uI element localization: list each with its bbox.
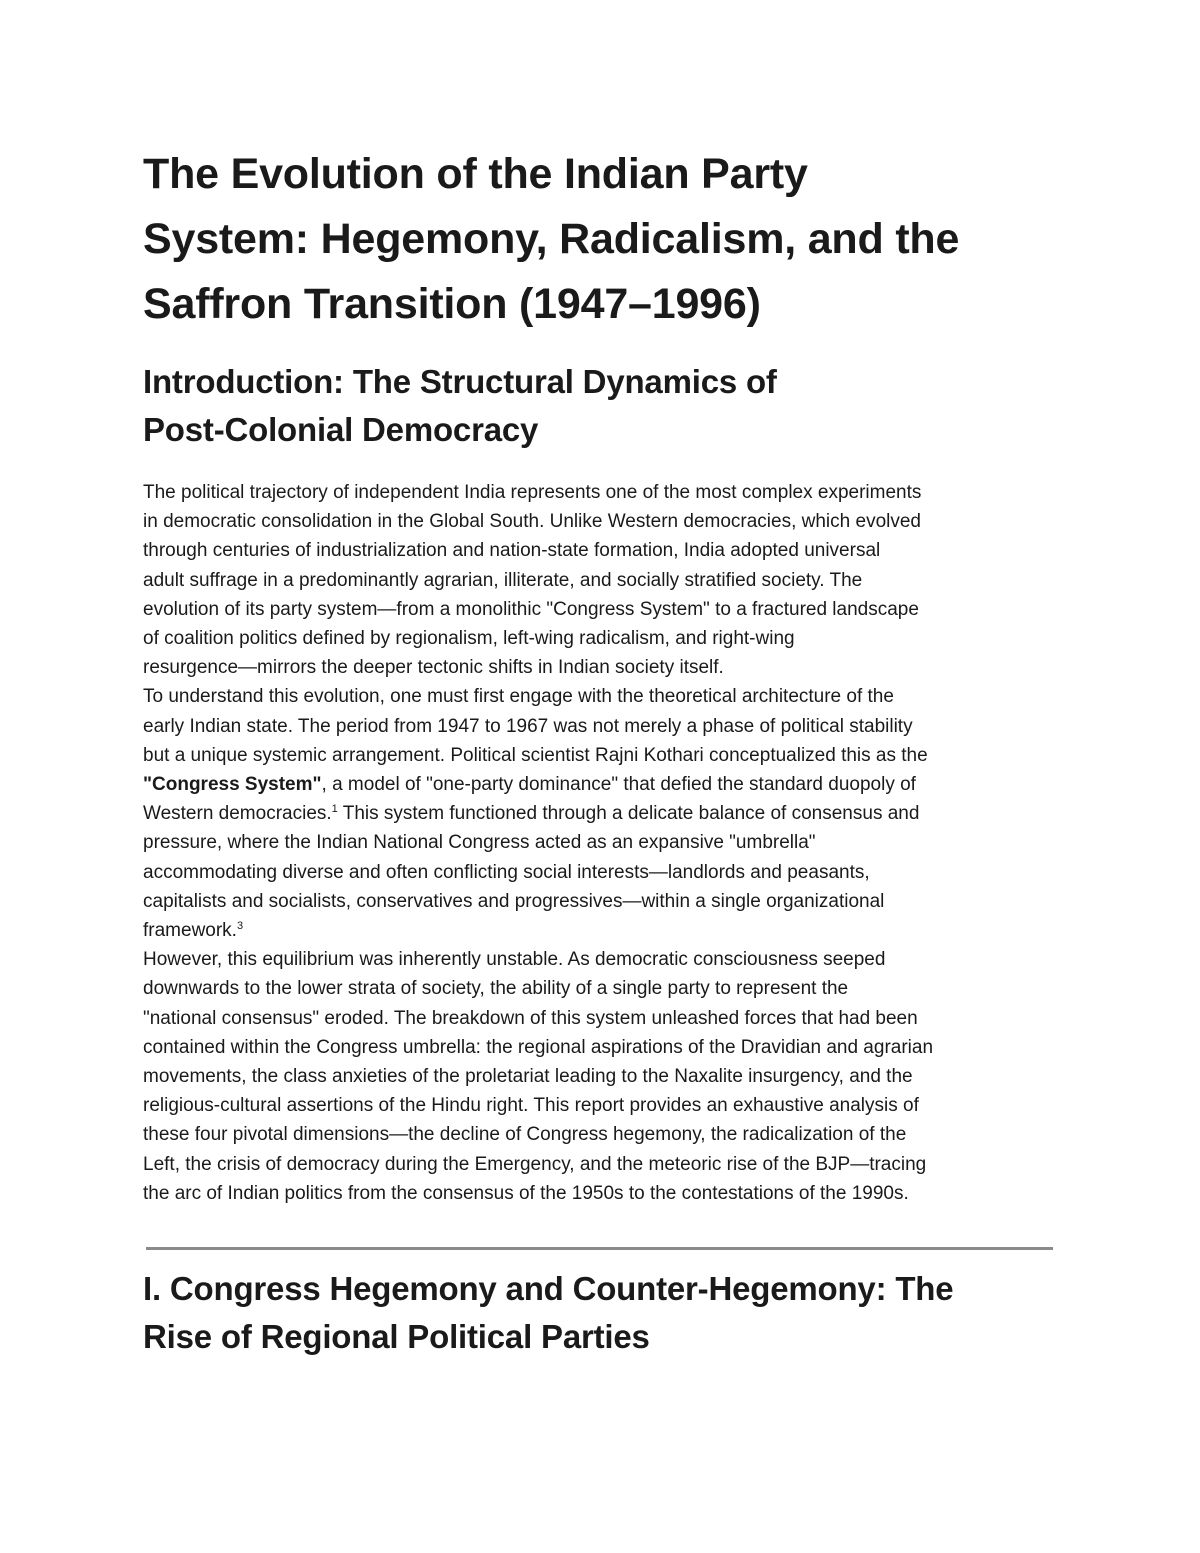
paragraph-line [143, 770, 1073, 799]
heading-line: Post-Colonial Democracy [143, 411, 539, 448]
line-text: This system functioned through a delicate balance of consensus and [337, 803, 920, 825]
paragraph-line: adult suffrage in a predominantly agrarian, illiterate, and socially stratified society. The [143, 569, 863, 591]
title-line: The Evolution of the Indian Party [143, 150, 808, 198]
paragraph-line: The political trajectory of independent India represents one of the most complex experiments [143, 482, 922, 503]
intro-body [143, 478, 1073, 1208]
title-line: Saffron Transition (1947–1996) [143, 280, 761, 328]
paragraph-line: the arc of Indian politics from the consensus of the 1950s to the contestations of the 1990s. [143, 1182, 909, 1204]
paragraph-line: capitalists and socialists, conservatives and progressives—within a single organizational [143, 890, 885, 912]
section-heading [143, 1265, 1073, 1361]
title-line: System: Hegemony, Radicalism, and the [143, 215, 960, 263]
line-text: , a model of "one-party dominance" that defied the standard duopoly of [321, 774, 916, 796]
document-title [143, 142, 1073, 337]
paragraph-line: these four pivotal dimensions—the decline of Congress hegemony, the radicalization of the [143, 1124, 907, 1146]
line-text: framework. [143, 920, 237, 942]
intro-heading [143, 358, 1073, 454]
heading-line: I. Congress Hegemony and Counter-Hegemony: The [143, 1270, 954, 1307]
paragraph-line: "national consensus" eroded. The breakdown of this system unleashed forces that had been [143, 1007, 918, 1029]
footnote-ref-3[interactable]: 3 [236, 920, 244, 933]
paragraph-line: accommodating diverse and often conflicting social interests—landlords and peasants, [143, 861, 870, 883]
paragraph-line: To understand this evolution, one must first engage with the theoretical architecture of the [143, 686, 894, 708]
paragraph-line: but a unique systemic arrangement. Political scientist Rajni Kothari conceptualized this as the [143, 744, 928, 766]
paragraph-line: through centuries of industrialization and nation-state formation, India adopted universal [143, 540, 881, 562]
paragraph-line: However, this equilibrium was inherently unstable. As democratic consciousness seeped [143, 949, 886, 971]
heading-line: Introduction: The Structural Dynamics of [143, 363, 777, 400]
footnote-ref-1[interactable]: 1 [331, 803, 338, 816]
paragraph-line: downwards to the lower strata of society, the ability of a single party to represent the [143, 978, 849, 1000]
paragraph-line: of coalition politics defined by regionalism, left-wing radicalism, and right-wing [143, 628, 795, 650]
paragraph-line: early Indian state. The period from 1947 to 1967 was not merely a phase of political stability [143, 715, 913, 737]
paragraph-line: contained within the Congress umbrella: the regional aspirations of the Dravidian and agrarian [143, 1036, 934, 1058]
paragraph-line [143, 799, 1073, 828]
paragraph-line [143, 916, 1073, 945]
section-divider [146, 1247, 1053, 1250]
congress-system-term: "Congress System" [143, 774, 322, 796]
paragraph-line: movements, the class anxieties of the proletariat leading to the Naxalite insurgency, and the [143, 1066, 913, 1088]
paragraph-line: religious-cultural assertions of the Hindu right. This report provides an exhaustive analysis of [143, 1095, 919, 1117]
paragraph-line: pressure, where the Indian National Congress acted as an expansive "umbrella" [143, 832, 816, 854]
paragraph-line: Left, the crisis of democracy during the Emergency, and the meteoric rise of the BJP—tracing [143, 1153, 927, 1175]
paragraph-line: resurgence—mirrors the deeper tectonic shifts in Indian society itself. [143, 657, 724, 679]
line-text: Western democracies. [143, 803, 332, 825]
paragraph-line: in democratic consolidation in the Global South. Unlike Western democracies, which evolved [143, 511, 921, 533]
paragraph-line: evolution of its party system—from a monolithic "Congress System" to a fractured landscape [143, 598, 919, 620]
heading-line: Rise of Regional Political Parties [143, 1318, 650, 1355]
